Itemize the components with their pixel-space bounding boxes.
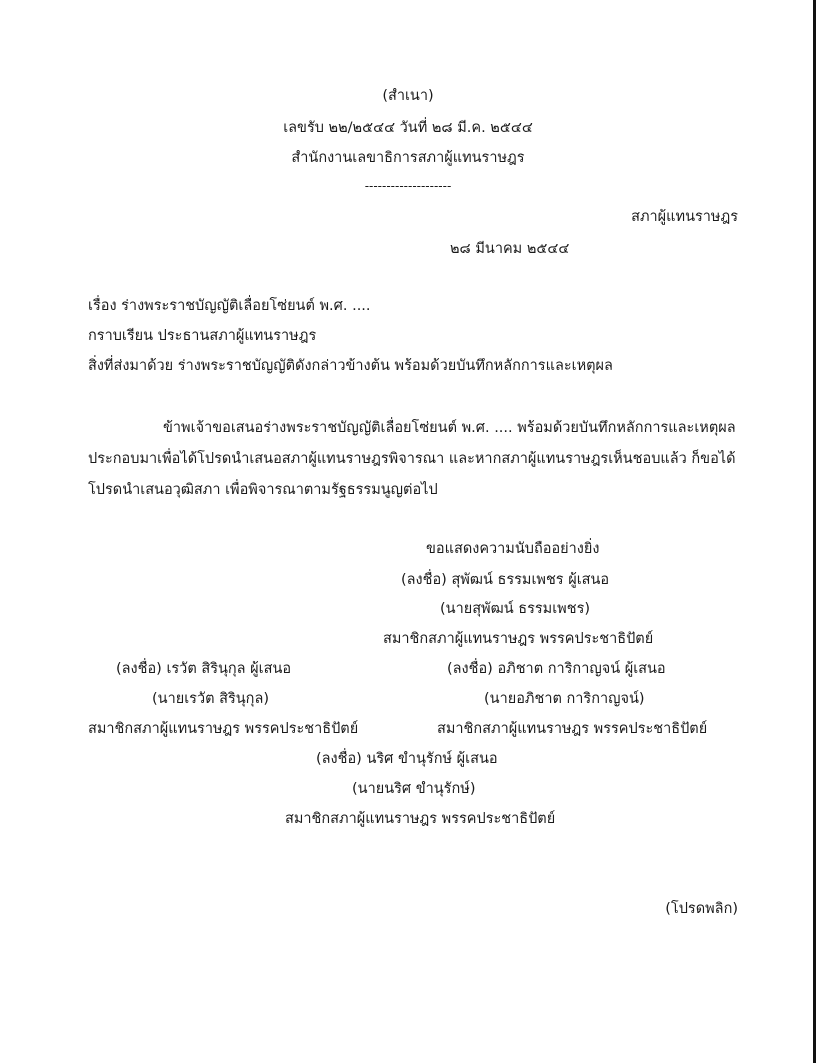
left-signer-position: สมาชิกสภาผู้แทนราษฎร พรรคประชาธิปัตย์ [88,721,359,737]
right-signer-sign: (ลงชื่อ) อภิชาต การิกาญจน์ ผู้เสนอ [447,661,666,677]
salutation: กราบเรียน ประธานสภาผู้แทนราษฎร [88,328,317,344]
right-signer-position: สมาชิกสภาผู้แทนราษฎร พรรคประชาธิปัตย์ [437,721,708,737]
body-line-2: ประกอบมาเพื่อได้โปรดนำเสนอสภาผู้แทนราษฎรพิจารณา และหากสภาผู้แทนราษฎรเห็นชอบแล้ว ก็ขอได้ [88,451,736,467]
copy-label: (สำเนา) [382,88,434,104]
main-signer-position: สมาชิกสภาผู้แทนราษฎร พรรคประชาธิปัตย์ [383,631,654,647]
left-signer-sign: (ลงชื่อ) เรวัต สิรินุกุล ผู้เสนอ [116,661,292,677]
receipt-number: เลขรับ ๒๒/๒๕๔๔ วันที่ ๒๘ มี.ค. ๒๕๔๔ [283,120,533,136]
closing: ขอแสดงความนับถืออย่างยิ่ง [426,541,600,557]
subject: เรื่อง ร่างพระราชบัญญัติเลื่อยโซ่ยนต์ พ.ศ. .... [88,298,371,314]
page-turn-note: (โปรดพลิก) [665,901,738,917]
main-signer-name: (นายสุพัฒน์ ธรรมเพชร) [440,601,591,617]
left-signer-name: (นายเรวัต สิรินุกุล) [152,691,269,707]
right-signer-name: (นายอภิชาต การิกาญจน์) [484,691,645,707]
body-line-3: โปรดนำเสนอวุฒิสภา เพื่อพิจารณาตามรัฐธรรมนูญต่อไป [88,482,438,498]
body-line-1: ข้าพเจ้าขอเสนอร่างพระราชบัญญัติเลื่อยโซ่ยนต์ พ.ศ. .... พร้อมด้วยบันทึกหลักการและเหตุผล [163,420,736,436]
header-divider: -------------------- [364,179,452,193]
bottom-signer-position: สมาชิกสภาผู้แทนราษฎร พรรคประชาธิปัตย์ [285,811,556,827]
bottom-signer-name: (นายนริศ ขำนุรักษ์) [352,781,476,797]
bottom-signer-sign: (ลงชื่อ) นริศ ขำนุรักษ์ ผู้เสนอ [316,751,498,767]
document-date: ๒๘ มีนาคม ๒๕๔๔ [450,241,570,257]
office-name: สำนักงานเลขาธิการสภาผู้แทนราษฎร [291,150,525,166]
enclosure: สิ่งที่ส่งมาด้วย ร่างพระราชบัญญัติดังกล่าวข้างต้น พร้อมด้วยบันทึกหลักการและเหตุผล [88,358,613,374]
main-signer-sign: (ลงชื่อ) สุพัฒน์ ธรรมเพชร ผู้เสนอ [401,572,610,588]
sender-name: สภาผู้แทนราษฎร [631,209,738,225]
